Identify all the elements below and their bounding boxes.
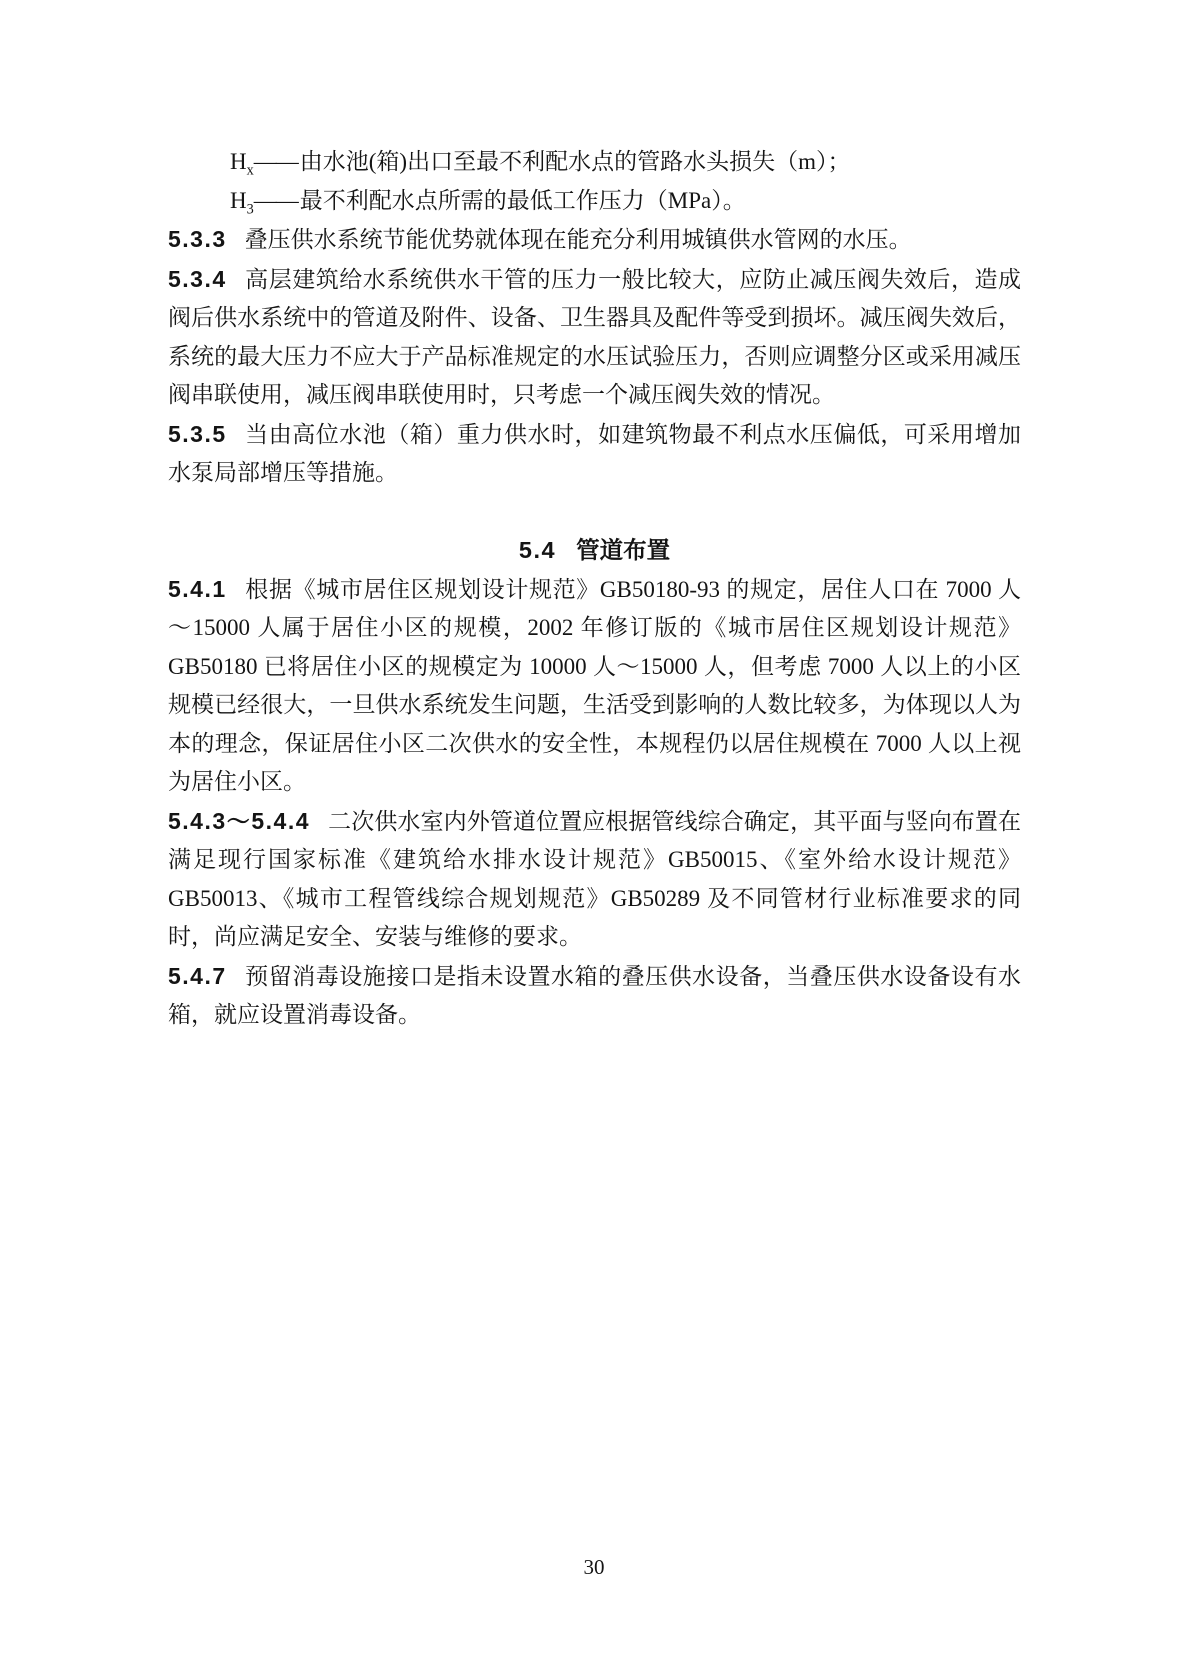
clause-5-4-7 bbox=[168, 957, 1021, 1035]
symbol-h3: $H_3$ bbox=[230, 187, 254, 218]
definition-text: 最不利配水点所需的最低工作压力（MPa）。 bbox=[299, 187, 746, 213]
clause-text: 预留消毒设施接口是指未设置水箱的叠压供水设备，当叠压供水设备设有水箱，就应设置消毒设备。 bbox=[168, 963, 1021, 1027]
section-heading-title: 管道布置 bbox=[576, 537, 671, 563]
definition-line-hx bbox=[168, 143, 1021, 182]
clause-text: 叠压供水系统节能优势就体现在能充分利用城镇供水管网的水压。 bbox=[244, 227, 912, 252]
clause-number: 5.4.3～5.4.4 bbox=[168, 807, 311, 834]
clause-text: 根据《城市居住区规划设计规范》GB50180-93 的规定，居住人口在 7000 人～15000 人属于居住小区的规模，2002 年修订版的《城市居住区规划设计规范》GB50180 已将居住小区的规模定为 10000 人～15000 人，但考虑 7000 人以上的小区规模已经很大，一旦供水系统发生问题，生活受到影响的人数比较多，为体现以人为本的理念，保证居住小区二次供水的安全性，本规程仍以居住规模在 7000 人以上视为居住小区。 bbox=[168, 576, 1021, 794]
definition-dash: —— bbox=[253, 149, 298, 174]
section-heading-5-4 bbox=[168, 531, 1021, 570]
clause-5-4-1 bbox=[168, 570, 1021, 802]
clause-text: 二次供水室内外管道位置应根据管线综合确定，其平面与竖向布置在满足现行国家标准《建筑给水排水设计规范》GB50015、《室外给水设计规范》GB50013、《城市工程管线综合规划规范》GB50289 及不同管材行业标准要求的同时，尚应满足安全、安装与维修的要求。 bbox=[168, 808, 1022, 949]
page-content bbox=[168, 143, 1021, 1035]
definition-text: 由水池(箱)出口至最不利配水点的管路水头损失（m）； bbox=[299, 149, 851, 174]
clause-number: 5.3.4 bbox=[168, 265, 227, 292]
clause-5-4-3-to-5-4-4 bbox=[168, 802, 1021, 957]
definition-line-h3 bbox=[168, 182, 1021, 221]
clause-number: 5.3.3 bbox=[168, 226, 227, 252]
section-heading-number: 5.4 bbox=[518, 537, 557, 563]
clause-5-3-3 bbox=[168, 220, 1021, 260]
clause-number: 5.4.1 bbox=[168, 575, 227, 602]
symbol-hx: $H_x$ bbox=[230, 149, 254, 179]
definition-dash: —— bbox=[253, 187, 298, 213]
clause-5-3-5 bbox=[168, 415, 1021, 493]
clause-5-3-4 bbox=[168, 260, 1021, 415]
clause-text: 当由高位水池（箱）重力供水时，如建筑物最不利点水压偏低，可采用增加水泵局部增压等措施。 bbox=[168, 421, 1021, 485]
page-number: 30 bbox=[583, 1555, 605, 1579]
clause-number: 5.3.5 bbox=[168, 420, 227, 447]
clause-number: 5.4.7 bbox=[168, 962, 227, 989]
clause-text: 高层建筑给水系统供水干管的压力一般比较大，应防止减压阀失效后，造成阀后供水系统中的管道及附件、设备、卫生器具及配件等受到损坏。减压阀失效后，系统的最大压力不应大于产品标准规定的水压试验压力，否则应调整分区或采用减压阀串联使用，减压阀串联使用时，只考虑一个减压阀失效的情况。 bbox=[168, 266, 1021, 407]
